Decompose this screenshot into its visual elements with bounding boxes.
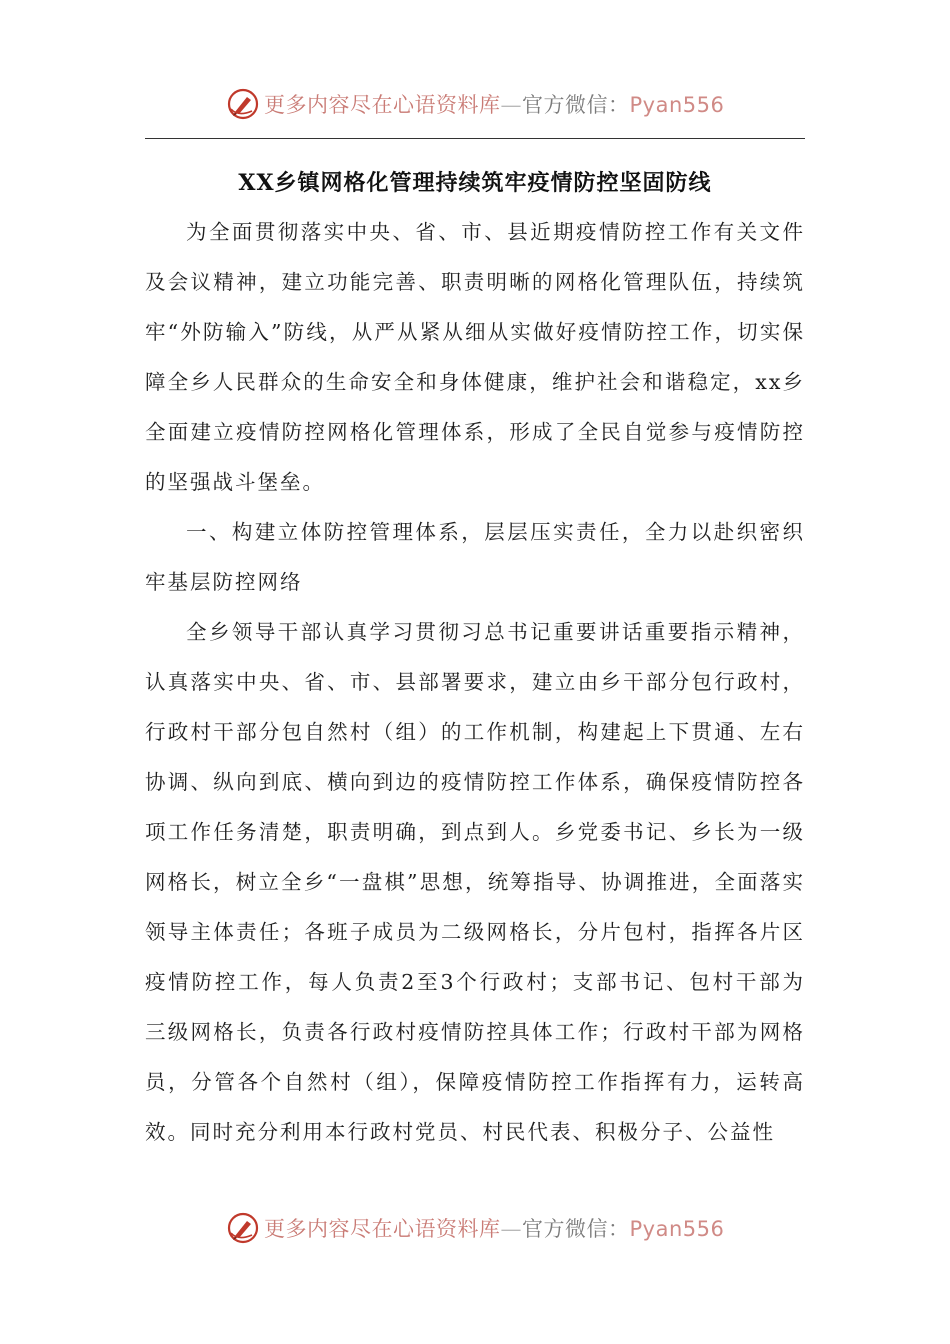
document-body — [145, 207, 805, 1157]
header-wechat-label: 官方微信： — [522, 93, 630, 117]
document-title: XX乡镇网格化管理持续筑牢疫情防控坚固防线 — [238, 170, 712, 196]
footer-banner-text — [264, 1213, 724, 1243]
header-account: Pyan556 — [629, 93, 725, 117]
header-separator: — — [500, 93, 522, 117]
footer-account: Pyan556 — [629, 1217, 725, 1241]
paragraph-heading-1: 一、构建立体防控管理体系，层层压实责任，全力以赴织密织牢基层防控网络 — [145, 520, 805, 594]
footer-site-text: 更多内容尽在心语资料库 — [264, 1217, 501, 1241]
footer-wechat-label: 官方微信： — [522, 1217, 630, 1241]
paragraph-intro: 为全面贯彻落实中央、省、市、县近期疫情防控工作有关文件及会议精神，建立功能完善、职责明晰的网格化管理队伍，持续筑牢“外防输入”防线，从严从紧从细从实做好疫情防控工作，切实保障全乡人民群众的生命安全和身体健康，维护社会和谐稳定，xx乡全面建立疫情防控网格化管理体系，形成了全民自觉参与疫情防控的坚强战斗堡垒。 — [145, 220, 805, 494]
footer-banner — [226, 1210, 724, 1246]
header-rule — [145, 138, 805, 139]
pen-nib-logo-icon — [226, 87, 260, 121]
pen-nib-logo-icon — [226, 1211, 260, 1245]
footer-separator: — — [500, 1217, 522, 1241]
header-banner-text — [264, 89, 724, 119]
paragraph-body-1: 全乡领导干部认真学习贯彻习总书记重要讲话重要指示精神，认真落实中央、省、市、县部署要求，建立由乡干部分包行政村，行政村干部分包自然村（组）的工作机制，构建起上下贯通、左右协调、纵向到底、横向到边的疫情防控工作体系，确保疫情防控各项工作任务清楚，职责明确，到点到人。乡党委书记、乡长为一级网格长，树立全乡“一盘棋”思想，统筹指导、协调推进，全面落实领导主体责任；各班子成员为二级网格长，分片包村，指挥各片区疫情防控工作，每人负责2至3个行政村；支部书记、包村干部为三级网格长，负责各行政村疫情防控具体工作；行政村干部为网格员，分管各个自然村（组），保障疫情防控工作指挥有力，运转高效。同时充分利用本行政村党员、村民代表、积极分子、公益性 — [145, 620, 805, 1144]
header-banner — [226, 86, 724, 122]
header-site-text: 更多内容尽在心语资料库 — [264, 93, 501, 117]
